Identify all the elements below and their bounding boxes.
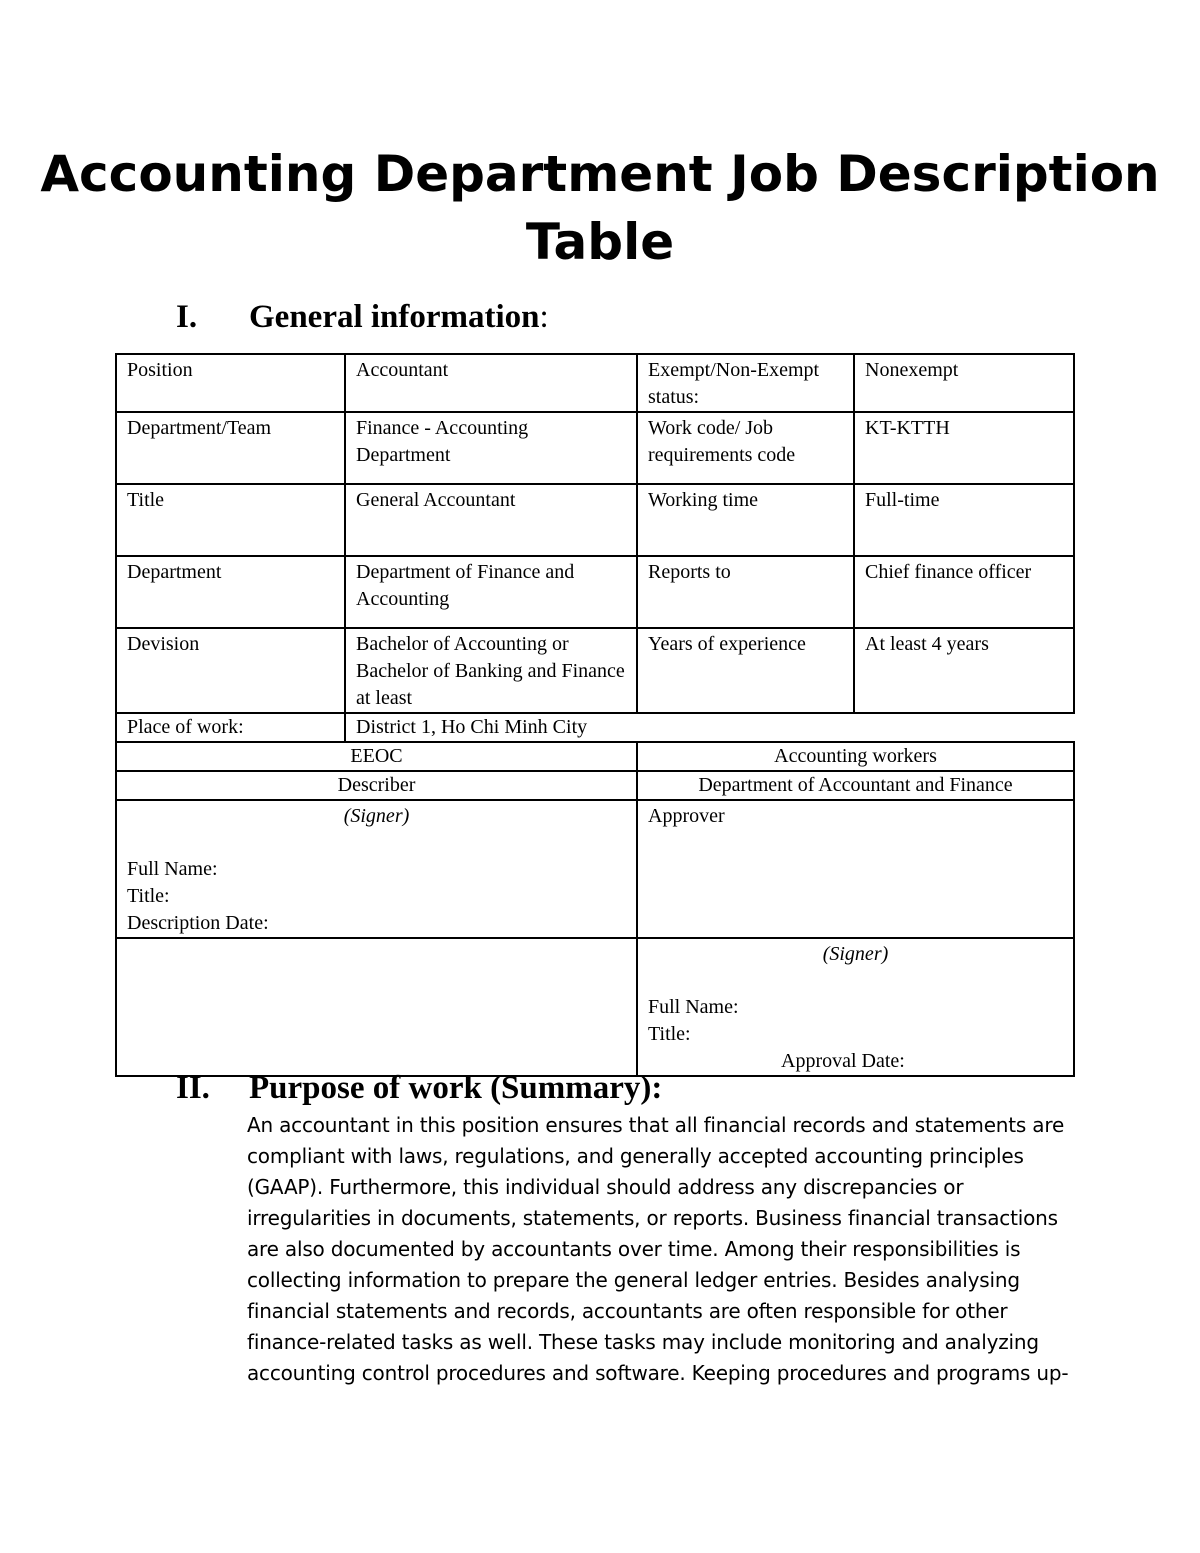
describer-label: Describer bbox=[116, 771, 637, 800]
general-info-table bbox=[115, 353, 1075, 1077]
cell-label: Devision bbox=[116, 628, 345, 713]
empty-cell bbox=[116, 938, 637, 1076]
approver-label: Approver bbox=[648, 805, 725, 827]
describer-title: Title: bbox=[127, 885, 170, 907]
table-row-signatures bbox=[116, 800, 1074, 938]
cell-label: Work code/ Job requirements code bbox=[637, 412, 854, 484]
table-row bbox=[116, 354, 1074, 412]
document-title-text: Accounting Department Job Description Table bbox=[40, 145, 1160, 271]
document-title bbox=[0, 140, 1200, 276]
approver-signature-block bbox=[637, 938, 1074, 1076]
place-of-work-value: District 1, Ho Chi Minh City bbox=[345, 713, 1074, 742]
section-title: General information bbox=[249, 299, 540, 335]
cell-value: Nonexempt bbox=[854, 354, 1074, 412]
describer-full-name: Full Name: bbox=[127, 858, 218, 880]
section-heading-general-information bbox=[176, 297, 549, 337]
cell-value: Department of Finance and Accounting bbox=[345, 556, 637, 628]
cell-value: Bachelor of Accounting or Bachelor of Banking and Finance at least bbox=[345, 628, 637, 713]
purpose-paragraph: An accountant in this position ensures that all financial records and statements are compliant with laws, regulations, and generally accepted accounting principles (GAAP). Furthermore, this individual should address any discrepancies or irregularities in documents, statements, or reports. Business financial transactions are also documented by accountants over time. Among their responsibilities is collecting information to prepare the general ledger entries. Besides analysing financial statements and records, accountants are often responsible for other finance-related tasks as well. These tasks may include monitoring and analyzing accounting control procedures and software. Keeping procedures and programs up- bbox=[247, 1113, 1069, 1385]
cell-value: Accountant bbox=[345, 354, 637, 412]
eeoc-value: Accounting workers bbox=[637, 742, 1074, 771]
place-of-work-label: Place of work: bbox=[116, 713, 345, 742]
approver-title: Title: bbox=[648, 1023, 691, 1045]
approver-signer: (Signer) bbox=[822, 943, 889, 965]
section-heading-purpose-of-work bbox=[176, 1068, 662, 1108]
approver-date: Approval Date: bbox=[781, 1050, 905, 1072]
section-colon: : bbox=[539, 299, 549, 335]
cell-value: Chief finance officer bbox=[854, 556, 1074, 628]
approver-full-name: Full Name: bbox=[648, 996, 739, 1018]
section-title: Purpose of work (Summary): bbox=[249, 1070, 663, 1106]
table-row-approver bbox=[116, 938, 1074, 1076]
cell-label: Position bbox=[116, 354, 345, 412]
describer-date: Description Date: bbox=[127, 912, 269, 934]
cell-value: General Accountant bbox=[345, 484, 637, 556]
table-row-place-of-work bbox=[116, 713, 1074, 742]
cell-value: KT-KTTH bbox=[854, 412, 1074, 484]
describer-signer: (Signer) bbox=[343, 805, 410, 827]
table-row-eeoc bbox=[116, 742, 1074, 771]
cell-label: Title bbox=[116, 484, 345, 556]
table-row-describer bbox=[116, 771, 1074, 800]
section-number: II. bbox=[176, 1070, 210, 1106]
cell-value: Full-time bbox=[854, 484, 1074, 556]
table-row bbox=[116, 556, 1074, 628]
table-row bbox=[116, 484, 1074, 556]
cell-label: Department bbox=[116, 556, 345, 628]
cell-label: Years of experience bbox=[637, 628, 854, 713]
approver-label-cell bbox=[637, 800, 1074, 938]
table-row bbox=[116, 412, 1074, 484]
describer-value: Department of Accountant and Finance bbox=[637, 771, 1074, 800]
section-number: I. bbox=[176, 299, 198, 335]
cell-value: Finance - Accounting Department bbox=[345, 412, 637, 484]
cell-label: Exempt/Non-Exempt status: bbox=[637, 354, 854, 412]
table-row bbox=[116, 628, 1074, 713]
cell-label: Reports to bbox=[637, 556, 854, 628]
cell-value: At least 4 years bbox=[854, 628, 1074, 713]
eeoc-label: EEOC bbox=[116, 742, 637, 771]
cell-label: Working time bbox=[637, 484, 854, 556]
cell-label: Department/Team bbox=[116, 412, 345, 484]
describer-signature-block bbox=[116, 800, 637, 938]
